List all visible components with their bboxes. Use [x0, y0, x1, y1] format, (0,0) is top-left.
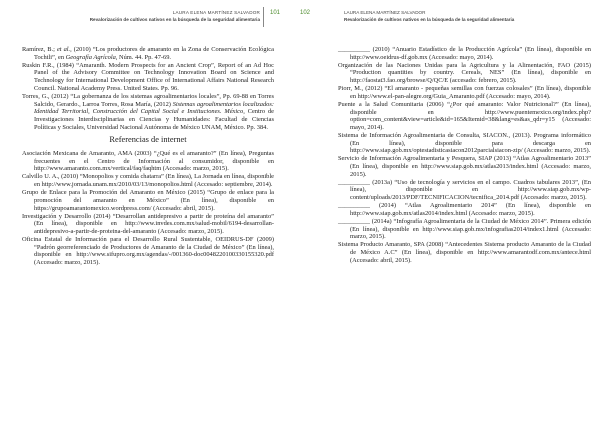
reference-entry: Calvillo U. A., (2010) “Monopolios y comida chatarra” (En línea), La Jornada en línea, disponible en http://www.jornada.unam.mx/2010/03/13/monopolios.html (Accesado: septiembre, 2014).	[22, 173, 274, 189]
reference-entry: Oficina Estatal de Información para el Desarrollo Rural Sustentable, OEIDRUS-DF (2009) “Padrón georreferenciado de Productores de Amaranto de la Ciudad de México” (En línea), disponible en http://www.sifupro.org.mx/agendas/-/001360-doc0048220100330155320.pdf (Accesado: marzo, 2015).	[22, 235, 274, 267]
reference-entry: __________ (2014a) “Infografía Agroalimentaria de la Ciudad de México 2014”. Primera edición (En línea), disponible en http://www.siap.gob.mx/infografias2014/index1.html (Accesado: marzo, 2015).	[338, 217, 591, 241]
header-divider	[263, 7, 264, 27]
left-running-header	[90, 9, 260, 23]
page-number: 102	[300, 10, 311, 16]
reference-entry: Ramírez, B.; et al., (2010) “Los productores de amaranto en la Zona de Conservación Ecológica Tochtli”, en Geografía Agrícola, Núm. 44. Pp. 47-69.	[22, 46, 274, 61]
right-running-header	[344, 9, 514, 23]
header-author: LAURA ELENA MARTÍNEZ SALVADOR	[172, 10, 260, 15]
reference-entry: __________ (2010) “Anuario Estadístico de la Producción Agrícola” (En línea), disponible en http://www.oeidrus-df.gob.mx (Accesado: mayo, 2014).	[338, 46, 591, 61]
reference-entry: Piorr, M., (2012) “El amaranto - pequeñas semillas con fuerzas colosales” (En línea), disponible en http://www.el-pan-alegre.org/Guia_Amaranto.pdf (Accesado: mayo, 2014).	[338, 85, 591, 100]
reference-entry: Torres, G., (2012) “La gobernanza de los sistemas agroalimentarios locales”, Pp. 69-88 en Torres Salcido, Gerardo., Larroa Torres, Rosa María, (2012) Sistemas agroalimentarios localizados: Identidad Territorial, Construcción del Capital Social e Instituciones. México, Centro de Investigaciones Interdisciplinarias en Ciencias y Humanidades: Facultad de Ciencias Políticas y Sociales, Universidad Nacional Autónoma de México UNAM, México. Pp. 384.	[22, 92, 275, 131]
header-subtitle: Revalorización de cultivos nativos en la búsqueda de la seguridad alimentaria	[344, 17, 515, 22]
reference-entry: Ruskin F.R., (1984) “Amaranth. Modern Prospects for an Ancient Crop”, Report of an Ad Hoc Panel of the Advisory Committee on Technology Innovation Board on Science and Technology for International Development Office of International Affairs National Research Council. National Academy Press. United States. Pp. 96.	[22, 61, 274, 92]
page-number: 101	[270, 10, 281, 16]
header-subtitle: Revalorización de cultivos nativos en la búsqueda de la seguridad alimentaria	[89, 17, 260, 22]
reference-entry: Puente a la Salud Comunitaria (2006) “¿Por qué amaranto: Valor Nutricional?” (En línea), disponible en http://www.puentemexico.org/index.php?option=com_content&view=article&id=165&Itemid=38&lang=es&as_qdr=y15 (Accesado: mayo, 2014).	[338, 100, 591, 131]
reference-entry: Asociación Mexicana de Amaranto, AMA (2003) “¿Qué es el amaranto?” (En línea), Preguntas frecuentes en el Centro de Información al consumidor, disponible en http://www.amaranto.com.mx/vertical/faq/faqhtm (Accesado: marzo, 2015).	[22, 150, 274, 173]
reference-entry: Servicio de Información Agroalimentaria y Pesquera, SIAP (2013) “Atlas Agroalimentario 2013” (En línea), disponible en http://www.siap.gob.mx/atlas2013/index.html (Accesado: marzo, 2015).	[338, 155, 591, 178]
reference-entry: Sistema Producto Amaranto, SPA (2008) “Antecedentes Sistema producto Amaranto de la Ciudad de México A.C” (En línea), disponible en http://www.amarantodf.com.mx/antece.html (Accesado: abril, 2015).	[338, 241, 591, 264]
reference-entry: Investigación y Desarrollo (2014) “Desarrollan antidepresivo a partir de proteína del amaranto” (En línea), disponible en http://www.invdes.com.mx/salud-mobil/6194-desarrollan-antidepresivo-a-partir-de-proteina-del-amaranto (Accesado: marzo, 2015).	[22, 212, 274, 235]
reference-entry: __________ (2013a) “Uso de tecnología y servicios en el campo. Cuadros tabulares 2013”, (En línea), disponible en http://www.siap.gob.mx/wp-content/uploads/2013/PDF/TECNIFICACION/tecnifica_2014.pdf (Accesado: marzo, 2015).	[338, 178, 591, 202]
left-column	[22, 46, 274, 267]
reference-entry: Grupo de Enlace para la Promoción del Amaranto en México (2015) “Grupo de enlace para la promoción del amaranto en México” (En línea), disponible en https://grupoamarantomexico.wordpress.com/ (Accesado: abril, 2015).	[22, 189, 274, 212]
header-author: LAURA ELENA MARTÍNEZ SALVADOR	[344, 10, 426, 15]
reference-entry: Organización de las Naciones Unidas para la Agricultura y la Alimentación, FAO (2015) “Production quantities by country. Cereals, NES” (En línea), disponible en http://faostat3.fao.org/browse/Q/QC/E (accesado: febrero, 2015).	[338, 61, 591, 85]
right-page	[300, 0, 600, 440]
reference-entry: Sistema de Información Agroalimentaria de Consulta, SIACON., (2013). Programa informático (En línea), disponible para descarga en http://www.siap.gob.mx/optestadisticasiacon2012parcialsiacon-zip/ (Accesado: marzo, 2015).	[338, 131, 591, 155]
section-title: Referencias de internet	[109, 135, 187, 145]
reference-entry: __________ (2014) “Atlas Agroalimentario 2014” (En línea), disponible en http://www.siap.gob.mx/atlas2014/index.html (Accesado: marzo, 2015).	[338, 202, 591, 217]
right-column	[338, 46, 591, 265]
